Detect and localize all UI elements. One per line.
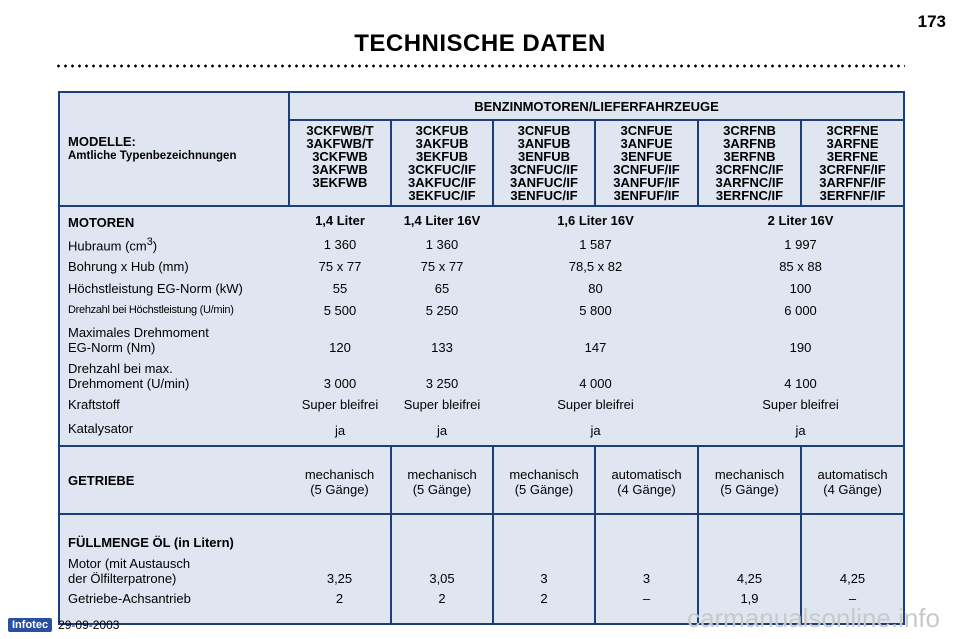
codes-col-2: 3CKFUB 3AKFUB 3EKFUB 3CKFUC/IF 3AKFUC/IF 3EKFUC/IF: [391, 120, 493, 206]
footer-date: 29-09-2003: [58, 618, 120, 632]
footer: [8, 618, 119, 632]
codes-col-5: 3CRFNB 3ARFNB 3ERFNB 3CRFNC/IF 3ARFNC/IF 3ERFNC/IF: [698, 120, 801, 206]
infotec-logo: Infotec: [8, 618, 52, 632]
bohrung-row: Bohrung x Hub (mm) 75 x 77 75 x 77 78,5 x 82 85 x 88: [68, 258, 822, 274]
achs-oil-row: Getriebe-Achsantrieb 2 2 2 – 1,9 –: [59, 588, 904, 624]
codes-col-4: 3CNFUE 3ANFUE 3ENFUE 3CNFUF/IF 3ANFUF/IF 3ENFUF/IF: [595, 120, 698, 206]
models-cell: [59, 92, 289, 206]
codes-col-3: 3CNFUB 3ANFUB 3ENFUB 3CNFUC/IF 3ANFUC/IF 3ENFUC/IF: [493, 120, 595, 206]
spec-table: [58, 91, 905, 625]
leistung-row: Höchstleistung EG-Norm (kW) 55 65 80 100: [68, 280, 812, 296]
codes-col-6: 3CRFNE 3ARFNE 3ERFNE 3CRFNF/IF 3ARFNF/IF 3ERFNF/IF: [801, 120, 904, 206]
katalysator-row: Katalysator ja ja ja ja: [59, 415, 904, 446]
codes-col-1: 3CKFWB/T 3AKFWB/T 3CKFWB 3AKFWB 3EKFWB: [289, 120, 391, 206]
watermark: carmanualsonline.info: [687, 603, 940, 633]
motor-oil-row: Motor (mit Austausch der Ölfilterpatrone) 3,25 3,05 3 3 4,25 4,25: [59, 554, 904, 588]
motoren-row: MOTOREN 1,4 Liter 1,4 Liter 16V 1,6 Liter 16V 2 Liter 16V: [68, 212, 834, 230]
engine-group-header: BENZINMOTOREN/LIEFERFAHRZEUGE: [289, 92, 904, 120]
drehzahl-moment-row: Drehzahl bei max. Drehmoment (U/min) 3 000 3 250 4 000 4 100: [68, 361, 817, 391]
models-label: MODELLE:: [68, 134, 136, 149]
drehzahl-row: Drehzahl bei Höchstleistung (U/min) 5 500 5 250 5 800 6 000: [68, 302, 817, 318]
types-label: Amtliche Typenbezeichnungen: [68, 150, 237, 162]
page-number: 173: [917, 12, 946, 31]
getriebe-row: GETRIEBE mechanisch (5 Gänge) mechanisch (5 Gänge) mechanisch (5 Gänge) automatisch (4 Gänge) mechanisch (5 Gänge) automatisch (4 Gänge): [59, 446, 904, 514]
drehmoment-row: Maximales Drehmoment EG-Norm (Nm) 120 133 147 190: [68, 325, 812, 355]
header-row: [59, 92, 904, 120]
dotted-divider: [55, 64, 905, 68]
hubraum-row: Hubraum $(cm^3)$ 1 360 1 360 1 587 1 997: [68, 235, 817, 254]
page-title: TECHNISCHE DATEN: [354, 30, 606, 57]
kraftstoff-row: Kraftstoff Super bleifrei Super bleifrei Super bleifrei Super bleifrei: [68, 396, 839, 412]
fuellmenge-header-row: FÜLLMENGE ÖL (in Litern): [59, 514, 904, 554]
